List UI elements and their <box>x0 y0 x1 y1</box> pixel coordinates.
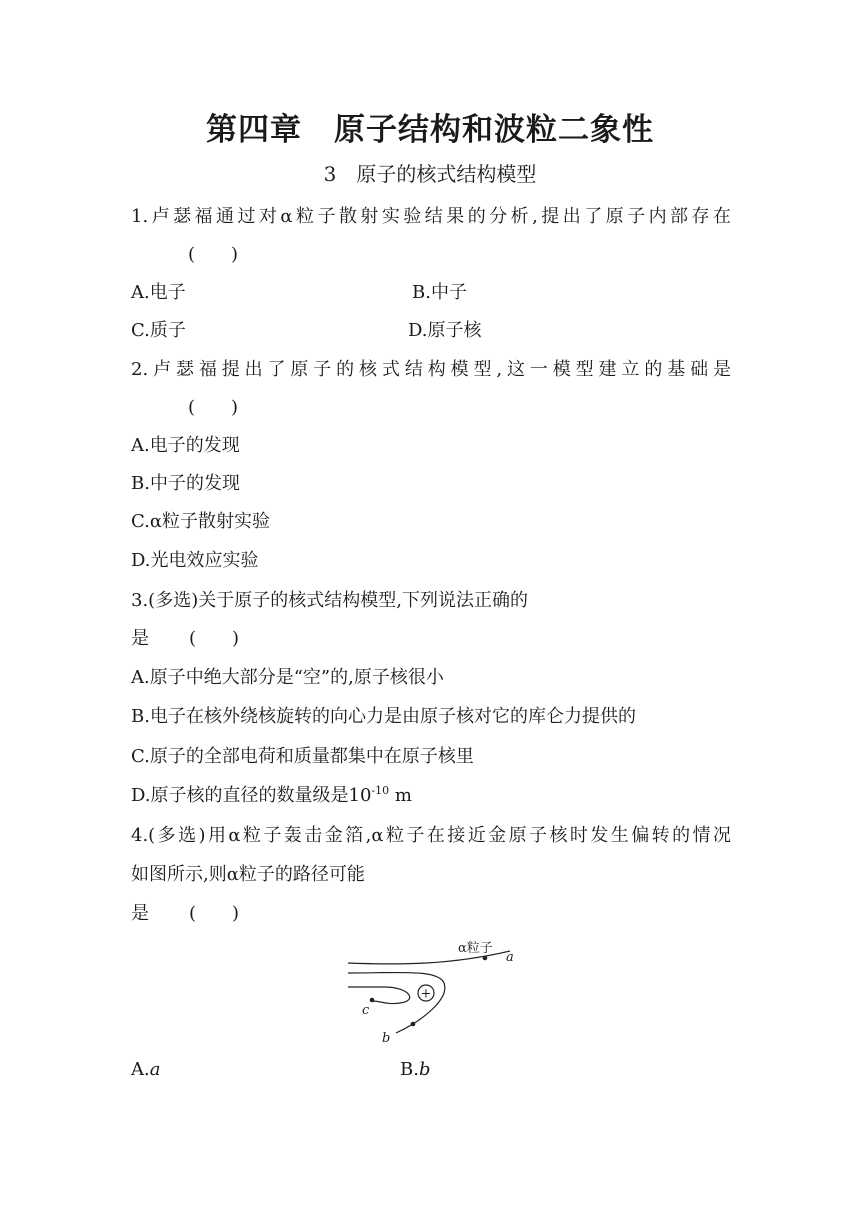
question-3-option-d-unit: m <box>389 785 412 806</box>
question-4-option-b-letter: b <box>418 1059 431 1080</box>
question-4-stem-line2: 如图所示,则α粒子的路径可能 <box>131 864 365 885</box>
figure-path-b-label: b <box>382 1031 391 1046</box>
figure-path-c <box>348 987 410 1004</box>
question-3-stem-end-text: 是 <box>131 628 149 649</box>
figure-path-a-label: a <box>506 950 514 965</box>
figure-path-a-particle <box>483 956 488 961</box>
question-4-option-b <box>400 1058 430 1082</box>
question-3-option-a: A.原子中绝大部分是“空”的,原子核很小 <box>131 667 444 688</box>
question-2-option-b: B.中子的发现 <box>131 473 240 494</box>
question-4-option-a-prefix: A. <box>131 1059 150 1080</box>
question-4-answer-paren: ( ) <box>189 903 240 924</box>
question-3-option-b: B.电子在核外绕核旋转的向心力是由原子核对它的库仑力提供的 <box>131 706 636 727</box>
question-4-stem-end-text: 是 <box>131 903 149 924</box>
figure-nucleus-symbol: + <box>420 986 432 1002</box>
question-1-answer-paren: ( ) <box>188 244 239 265</box>
question-3-stem: 3.(多选)关于原子的核式结构模型,下列说法正确的 <box>131 590 528 611</box>
alpha-scattering-figure <box>340 935 530 1047</box>
question-1-option-d: D.原子核 <box>408 320 482 341</box>
chapter-title: 第四章 原子结构和波粒二象性 <box>206 112 654 148</box>
figure-alpha-particle-label: α粒子 <box>458 941 493 956</box>
question-2-answer-paren: ( ) <box>188 397 239 418</box>
section-title: 3 原子的核式结构模型 <box>323 162 537 186</box>
figure-path-b-particle <box>411 1022 416 1027</box>
question-1-option-a: A.电子 <box>131 282 186 303</box>
question-3-stem-end <box>131 627 239 651</box>
question-4-option-b-prefix: B. <box>400 1059 419 1080</box>
question-1-option-b: B.中子 <box>412 282 467 303</box>
question-2-stem: 2.卢瑟福提出了原子的核式结构模型,这一模型建立的基础是 <box>131 359 731 380</box>
question-3-option-d-text: D.原子核的直径的数量级是10 <box>131 785 372 806</box>
question-1-stem: 1.卢瑟福通过对α粒子散射实验结果的分析,提出了原子内部存在 <box>131 206 731 227</box>
question-3-option-d <box>131 784 412 808</box>
question-4-option-a <box>131 1058 160 1082</box>
figure-path-c-particle <box>370 998 375 1003</box>
question-1-option-c: C.质子 <box>131 320 186 341</box>
question-2-option-a: A.电子的发现 <box>131 435 240 456</box>
question-2-option-c: C.α粒子散射实验 <box>131 511 271 532</box>
question-4-stem-end <box>131 902 239 926</box>
figure-path-c-label: c <box>362 1003 370 1018</box>
question-3-answer-paren: ( ) <box>189 628 240 649</box>
question-4-option-a-letter: a <box>149 1059 161 1080</box>
question-2-option-d: D.光电效应实验 <box>131 550 259 571</box>
question-4-stem-line1: 4.(多选)用α粒子轰击金箔,α粒子在接近金原子核时发生偏转的情况 <box>131 825 731 846</box>
question-3-option-d-exponent: -10 <box>371 784 390 797</box>
question-3-option-c: C.原子的全部电荷和质量都集中在原子核里 <box>131 746 474 767</box>
